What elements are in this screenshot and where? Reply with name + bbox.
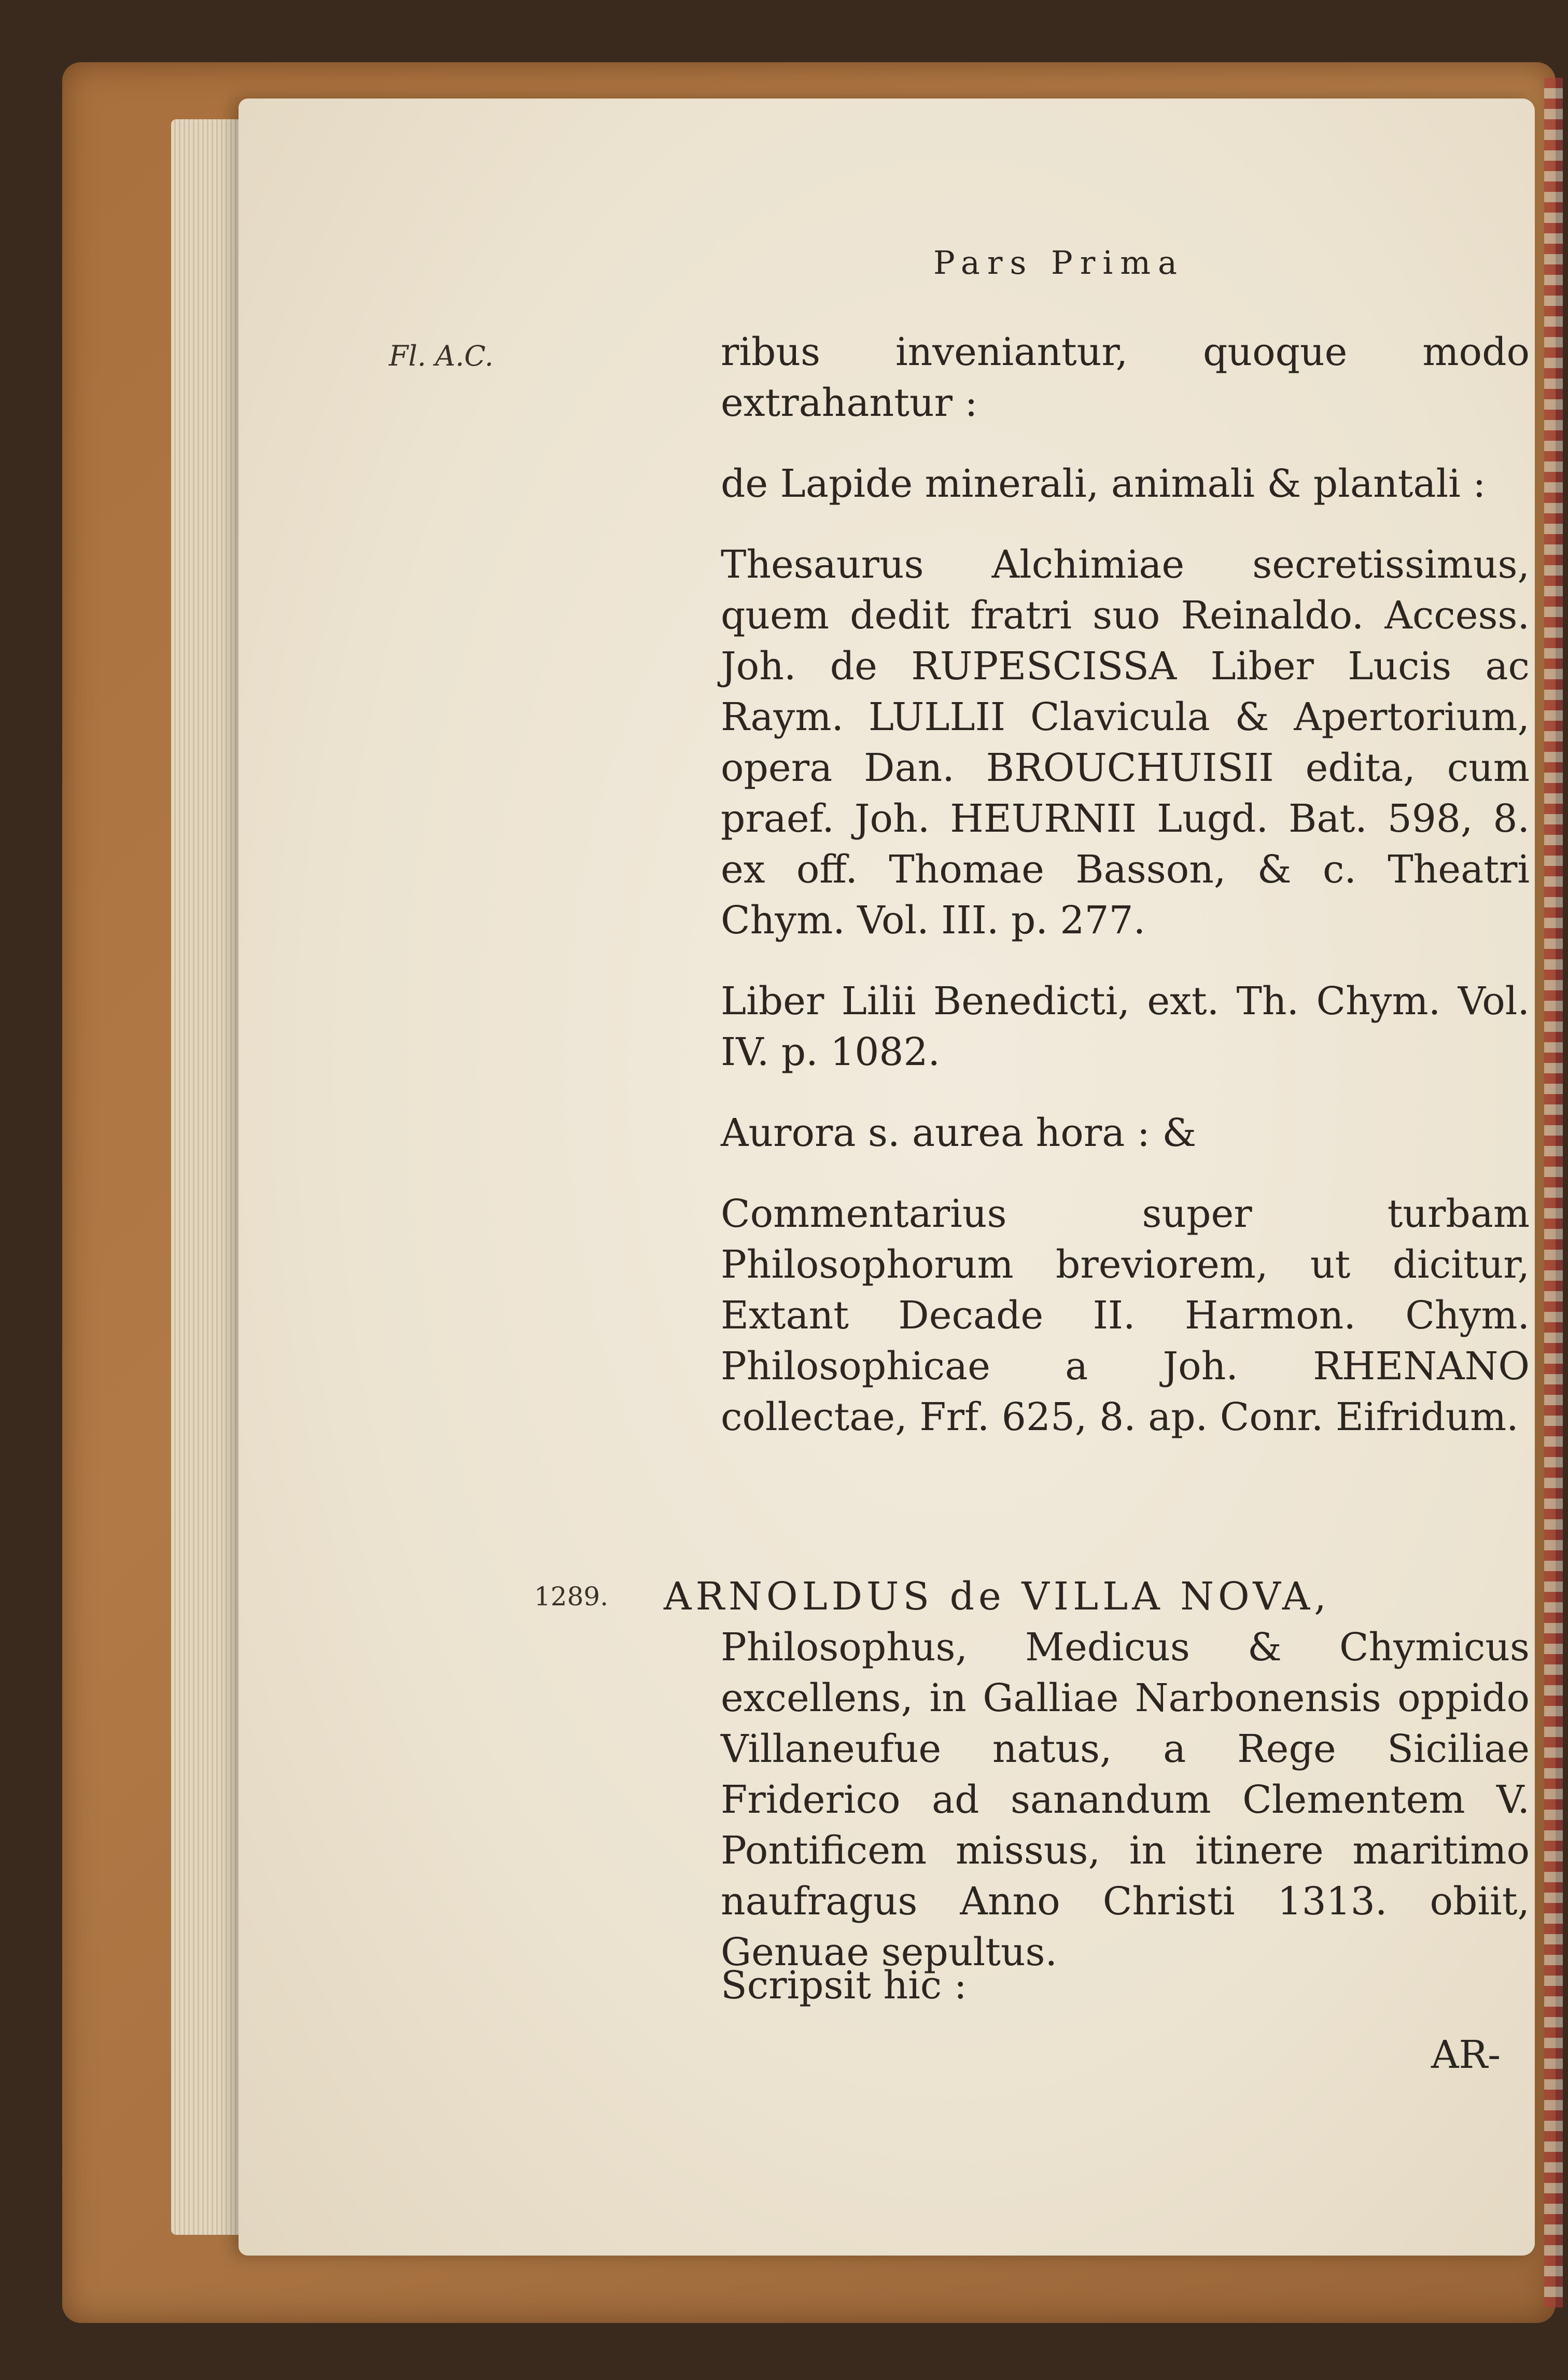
entry-text: Philosophus, Medicus & Chymicus excellens, in Galliae Narbonensis oppido Villaneufue natus, a Rege Siciliae Friderico ad sanandum Clementem V. Pontificem missus, in itinere maritimo naufragus Anno Christi 1313. obiit, Genuae sepultus. <box>721 1625 1530 1975</box>
paragraph: Commentarius super turbam Philosophorum breviorem, ut dicitur, Extant Decade II. Harmon. Chym. Philosophicae a Joh. RHENANO collectae, Frf. 625, 8. ap. Conr. Eifridum. <box>721 1192 1530 1439</box>
paragraph: Liber Lilii Benedicti, ext. Th. Chym. Vol. IV. p. 1082. <box>721 979 1530 1074</box>
paragraph: Aurora s. aurea hora : & <box>721 1111 1197 1155</box>
running-head: Pars Prima <box>933 244 1184 282</box>
entry-heading <box>664 1571 1535 1622</box>
paragraph: ribus inveniantur, quoque modo extrahantur : <box>721 330 1530 425</box>
bookmark-ribbon <box>1544 78 1563 2307</box>
margin-note-year: 1289. <box>534 1581 609 1612</box>
margin-note-top: Fl. A.C. <box>389 340 494 372</box>
paragraph: Thesaurus Alchimiae secretissimus, quem dedit fratri suo Reinaldo. Access. Joh. de RUPESCISSA Liber Lucis ac Raym. LULLII Clavicula & Apertorium, opera Dan. BROUCHUISII edita, cum praef. Joh. HEURNII Lugd. Bat. 598, 8. ex off. Thomae Basson, & c. Theatri Chym. Vol. III. p. 277. <box>721 542 1530 943</box>
entry-name: ARNOLDUS de VILLA NOVA, <box>664 1574 1331 1619</box>
body-text <box>721 327 1530 1473</box>
paragraph: de Lapide minerali, animali & plantali : <box>721 461 1486 506</box>
catchword: AR- <box>1431 2033 1501 2077</box>
closing-line: Scripsit hic : <box>721 1963 967 2008</box>
